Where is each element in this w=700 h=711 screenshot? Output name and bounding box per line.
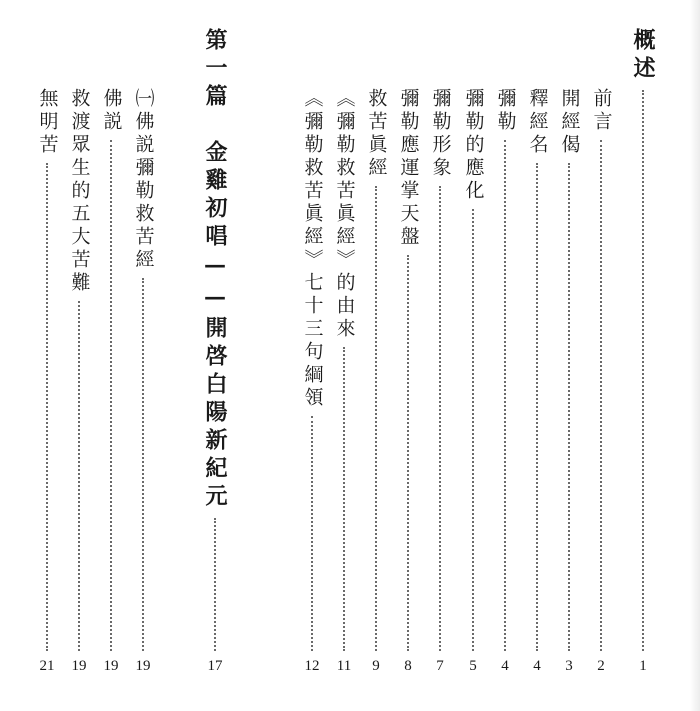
toc-title: ㈠佛説彌勒救苦經 [132,88,155,272]
toc-column-qianyan[interactable] [586,88,616,708]
dot-leader [78,301,80,651]
page-fold-shadow [690,0,700,711]
toc-title: 彌勒應運掌天盤 [397,88,420,249]
page-number: 5 [469,658,477,674]
page-number: 9 [372,658,380,674]
page-number: 11 [336,658,352,674]
dot-leader [472,209,474,651]
toc-title: 救渡眾生的五大苦難 [68,88,91,295]
dot-leader [343,347,345,651]
dot-leader [375,186,377,651]
page-number: 7 [436,658,444,674]
dot-leader [504,140,506,651]
toc-column-foshuo-jing[interactable] [128,88,158,708]
dot-leader [407,255,409,651]
dot-leader [46,163,48,651]
toc-column-wumingku[interactable] [32,88,62,708]
page-number: 19 [71,658,87,674]
page-number: 1 [639,658,647,674]
dot-leader [439,186,441,651]
toc-title: 《彌勒救苦眞經》七十三句綱領 [301,88,324,410]
toc-column-wudakunan[interactable] [64,88,94,708]
toc-title: 救苦眞經 [365,88,388,180]
toc-column-youlai[interactable] [329,88,359,708]
page-number: 21 [39,658,55,674]
toc-title: 彌勒形象 [429,88,452,180]
toc-column-mile-yinghua[interactable] [458,88,488,708]
toc-column-shijingming[interactable] [522,88,552,708]
toc-title: 開經偈 [558,88,581,157]
toc-title: 彌勒的應化 [462,88,485,203]
page-number: 4 [533,658,541,674]
dot-leader [214,518,216,651]
toc-title: 佛説 [100,88,123,134]
page-number: 8 [404,658,412,674]
page-number: 12 [304,658,320,674]
chapter-title: 第一篇 金雞初唱——開啓白陽新紀元 [202,28,228,512]
toc-column-gangling[interactable] [297,88,327,708]
toc-title: 無明苦 [36,88,59,157]
dot-leader [642,90,644,651]
dot-leader [142,278,144,651]
toc-column-jiukuzhenjing[interactable] [361,88,391,708]
page-number: 19 [135,658,151,674]
toc-column-kaijingji[interactable] [554,88,584,708]
toc-title: 前言 [590,88,613,134]
toc-column-foshuo[interactable] [96,88,126,708]
dot-leader [536,163,538,651]
toc-title: 概述 [630,28,656,84]
page-number: 3 [565,658,573,674]
toc-column-mile[interactable] [490,88,520,708]
toc-column-mile-xingxiang[interactable] [425,88,455,708]
page-number: 17 [207,658,223,674]
page-number: 2 [597,658,605,674]
dot-leader [600,140,602,651]
dot-leader [311,416,313,651]
toc-column-diyipian[interactable] [200,28,230,708]
dot-leader [110,140,112,651]
toc-title: 《彌勒救苦眞經》的由來 [333,88,356,341]
toc-column-gaishu[interactable] [628,28,658,708]
toc-title: 彌勒 [494,88,517,134]
toc-title: 釋經名 [526,88,549,157]
toc-column-mile-tianpan[interactable] [393,88,423,708]
page-number: 19 [103,658,119,674]
page-number: 4 [501,658,509,674]
dot-leader [568,163,570,651]
